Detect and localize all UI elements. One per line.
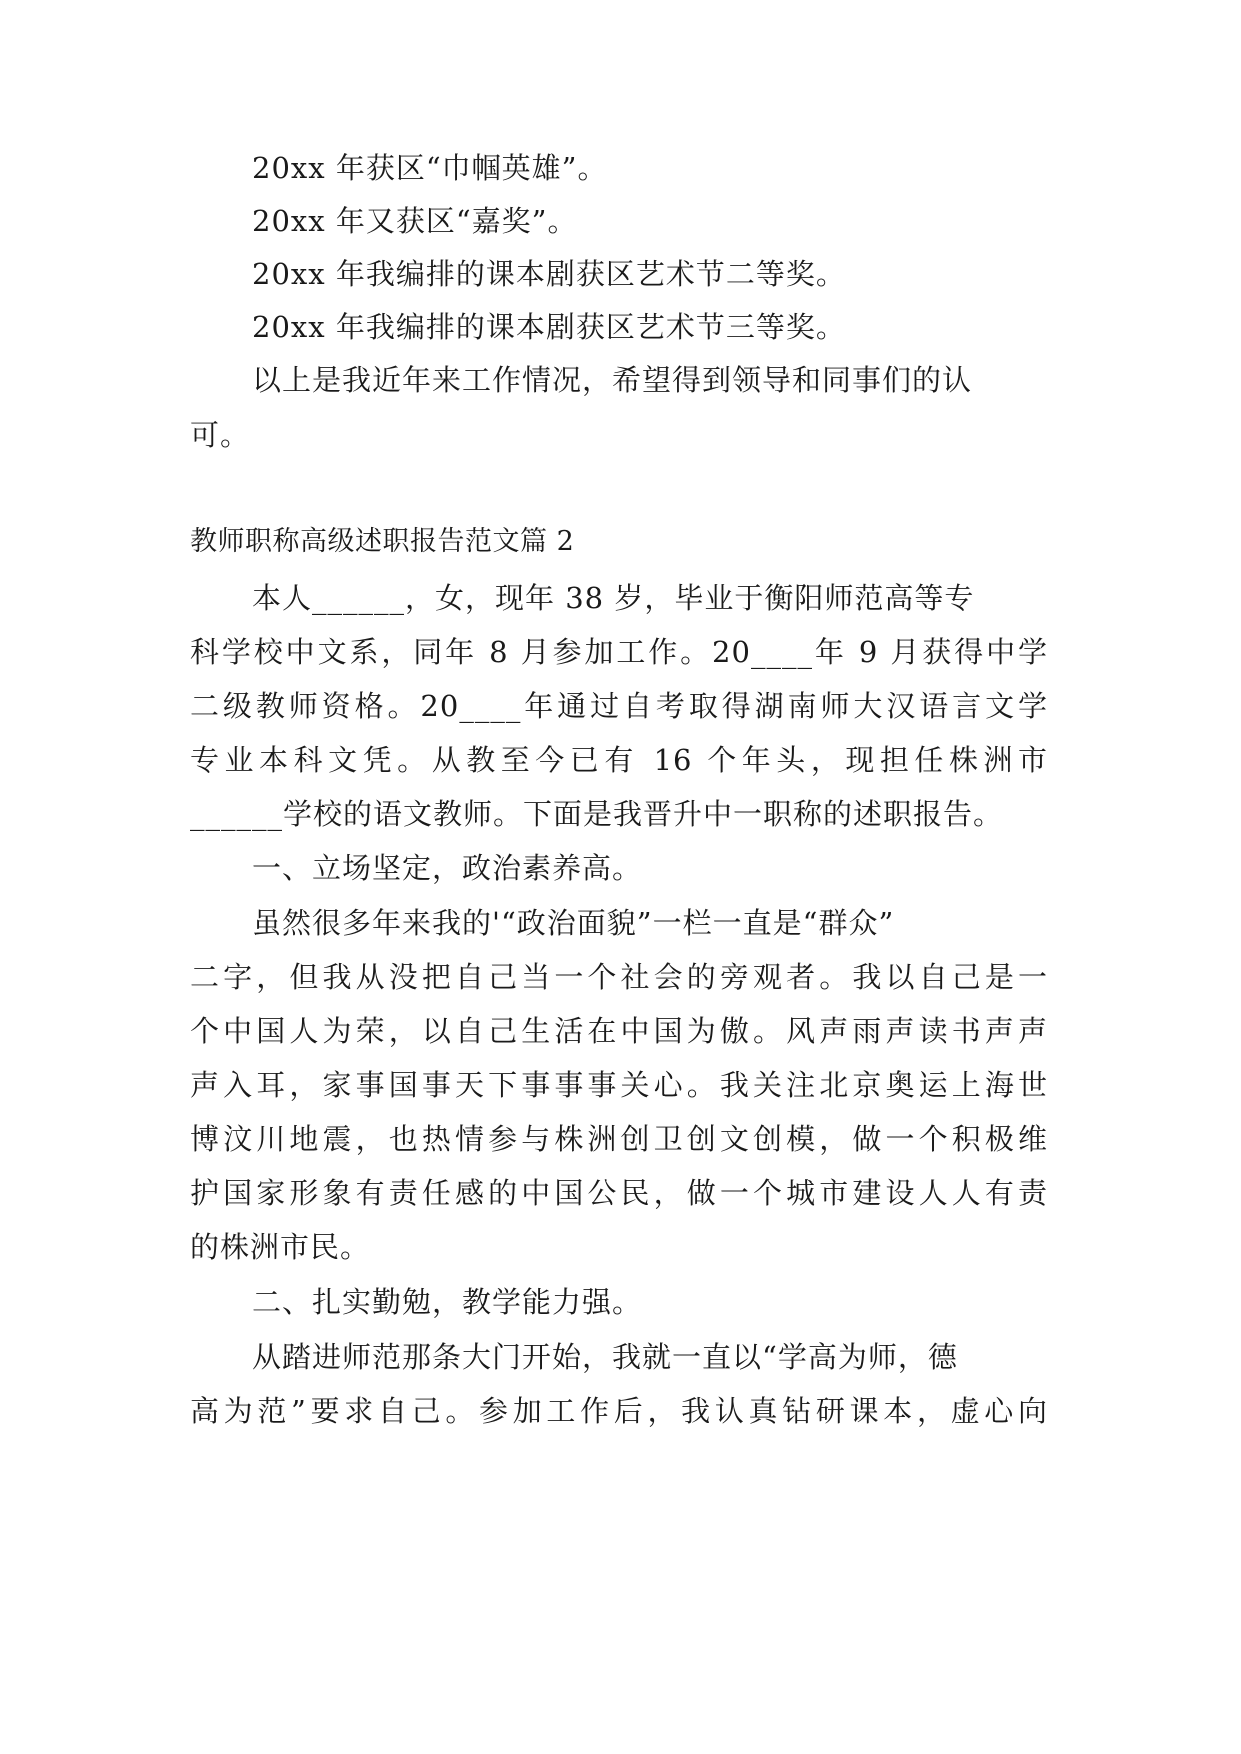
para-one-line-6: 护国家形象有责任感的中国公民，做一个城市建设人人有责 bbox=[190, 1176, 1048, 1210]
closing-line-2: 可。 bbox=[190, 418, 251, 452]
intro-line-4: 专业本科文凭。从教至今已有 16 个年头，现担任株洲市 bbox=[190, 743, 1048, 777]
para-two-line-1: 从踏进师范那条大门开始，我就一直以“学高为师，德 bbox=[252, 1340, 958, 1374]
intro-line-3: 二级教师资格。20____年通过自考取得湖南师大汉语言文学 bbox=[190, 689, 1048, 723]
award-line-3: 20xx 年我编排的课本剧获区艺术节二等奖。 bbox=[252, 257, 846, 291]
intro-line-2: 科学校中文系，同年 8 月参加工作。20____年 9 月获得中学 bbox=[190, 635, 1048, 669]
award-line-4: 20xx 年我编排的课本剧获区艺术节三等奖。 bbox=[252, 310, 846, 344]
intro-line-5: ______学校的语文教师。下面是我晋升中一职称的述职报告。 bbox=[190, 797, 1004, 831]
closing-line-1: 以上是我近年来工作情况，希望得到领导和同事们的认 bbox=[252, 363, 973, 397]
award-line-1: 20xx 年获区“巾帼英雄”。 bbox=[252, 151, 608, 185]
para-one-line-3: 个中国人为荣，以自己生活在中国为傲。风声雨声读书声声 bbox=[190, 1014, 1048, 1048]
intro-line-1: 本人______，女，现年 38 岁，毕业于衡阳师范高等专 bbox=[252, 581, 975, 615]
heading-one: 一、立场坚定，政治素养高。 bbox=[252, 851, 643, 885]
para-one-line-2: 二字，但我从没把自己当一个社会的旁观者。我以自己是一 bbox=[190, 960, 1048, 994]
heading-two: 二、扎实勤勉，教学能力强。 bbox=[252, 1285, 643, 1319]
para-one-line-7: 的株洲市民。 bbox=[190, 1230, 371, 1264]
award-line-2: 20xx 年又获区“嘉奖”。 bbox=[252, 204, 578, 238]
para-one-line-5: 博汶川地震，也热情参与株洲创卫创文创模，做一个积极维 bbox=[190, 1122, 1048, 1156]
para-two-line-2: 高为范”要求自己。参加工作后，我认真钻研课本，虚心向 bbox=[190, 1394, 1048, 1428]
section-title: 教师职称高级述职报告范文篇 2 bbox=[190, 526, 575, 557]
para-one-line-1: 虽然很多年来我的'“政治面貌”一栏一直是“群众” bbox=[252, 906, 895, 940]
para-one-line-4: 声入耳，家事国事天下事事事关心。我关注北京奥运上海世 bbox=[190, 1068, 1048, 1102]
